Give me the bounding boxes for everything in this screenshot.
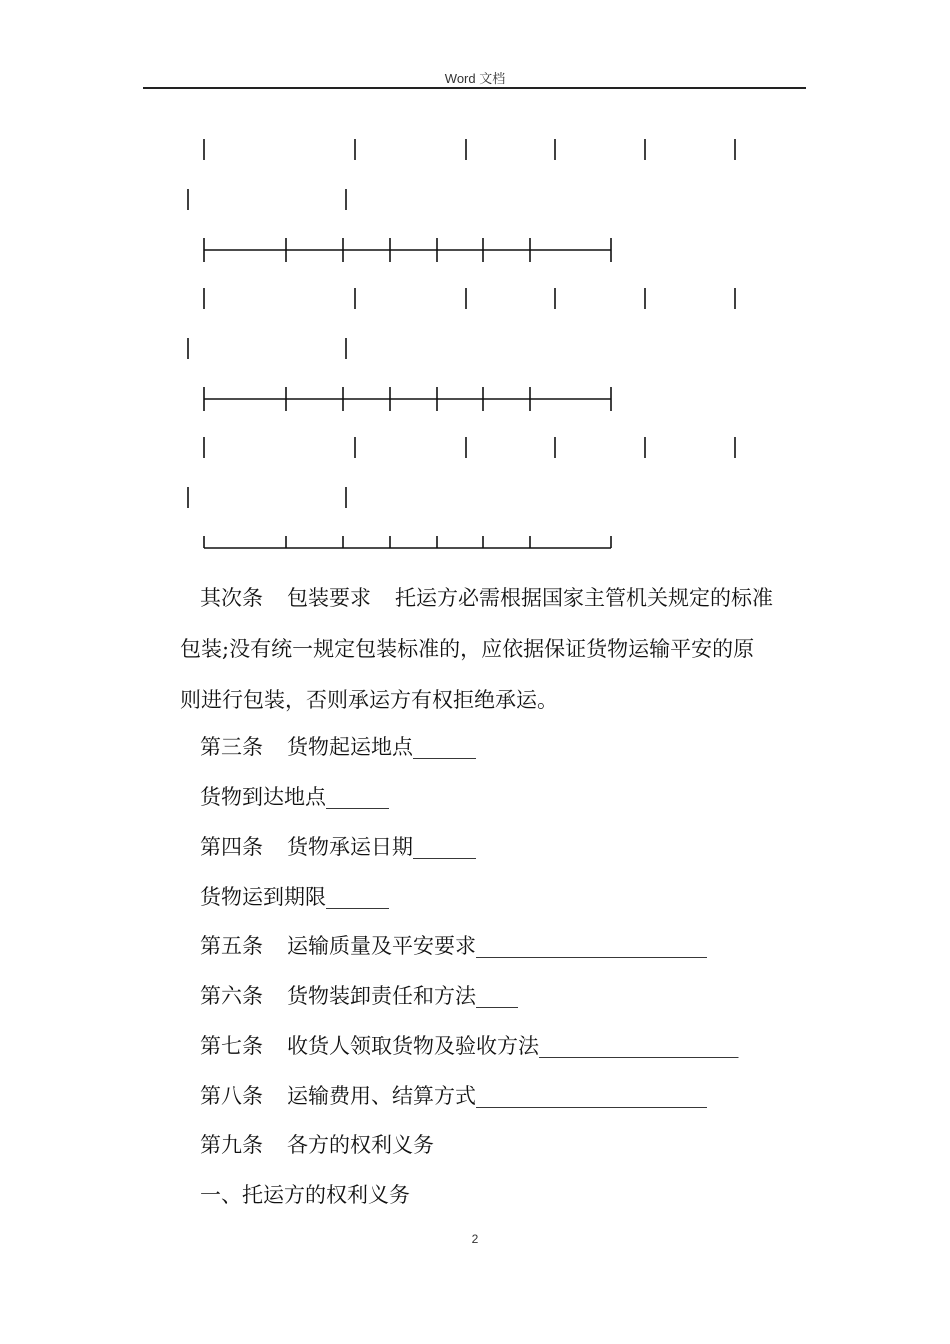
fill-blank: ______________________ [476,1084,707,1108]
tick-row-short [188,487,346,508]
fill-blank: ______ [413,735,476,759]
article-text: 收货人领取货物及验收方法 [287,1034,539,1058]
article-6-line [200,971,518,1022]
arrival-line [200,772,389,823]
article-text: 各方的权利义务 [287,1133,434,1157]
article-label: 第九条 [200,1133,263,1157]
fill-blank: ____ [476,984,518,1008]
article-text: 货物装卸责任和方法 [287,984,476,1008]
article-4-line [200,822,476,873]
article-label: 第五条 [200,934,263,958]
article-label: 第四条 [200,835,263,859]
fill-blank: ______ [413,835,476,859]
article-text: 货物承运日期 [287,835,413,859]
fill-blank: ______ [326,885,389,909]
article-5-line [200,921,707,972]
article-label: 第六条 [200,984,263,1008]
article-8-line [200,1071,707,1122]
frame-row-bottom [204,536,611,548]
article-label: 其次条 [200,586,263,610]
tick-row-short [188,189,346,210]
tick-row-long [204,288,735,309]
article-label: 第八条 [200,1084,263,1108]
article-heading: 包装要求 [287,586,371,610]
frame-row-middle [204,238,611,262]
frame-row-middle [204,387,611,411]
article-text: 货物到达地点 [200,785,326,809]
tick-row-long [204,139,735,160]
article-text: 运输质量及平安要求 [287,934,476,958]
article-label: 第三条 [200,735,263,759]
article-label: 第七条 [200,1034,263,1058]
article-text: 货物运到期限 [200,885,326,909]
article-text-line: 则进行包装，否则承运方有权拒绝承运。 [180,688,558,712]
article-2-paragraph [180,573,805,726]
fill-blank: ______ [326,785,389,809]
fill-blank: ___________________ [539,1034,739,1058]
article-text-line: 包装;没有统一规定包装标准的，应依据保证货物运输平安的原 [180,637,755,661]
table-frame [0,0,950,570]
article-text: 货物起运地点 [287,735,413,759]
page-header: Word 文档 [444,71,506,86]
article-3-line [200,722,476,773]
tick-row-long [204,437,735,458]
section-heading: 一、托运方的权利义务 [200,1183,410,1207]
article-7-line [200,1021,739,1072]
article-text: 运输费用、结算方式 [287,1084,476,1108]
deadline-line [200,872,389,923]
page-number: 2 [471,1232,479,1246]
fill-blank: ______________________ [476,934,707,958]
tick-row-short [188,338,346,359]
article-text-line: 托运方必需根据国家主管机关规定的标准 [395,586,773,610]
article-9-line [200,1120,434,1171]
